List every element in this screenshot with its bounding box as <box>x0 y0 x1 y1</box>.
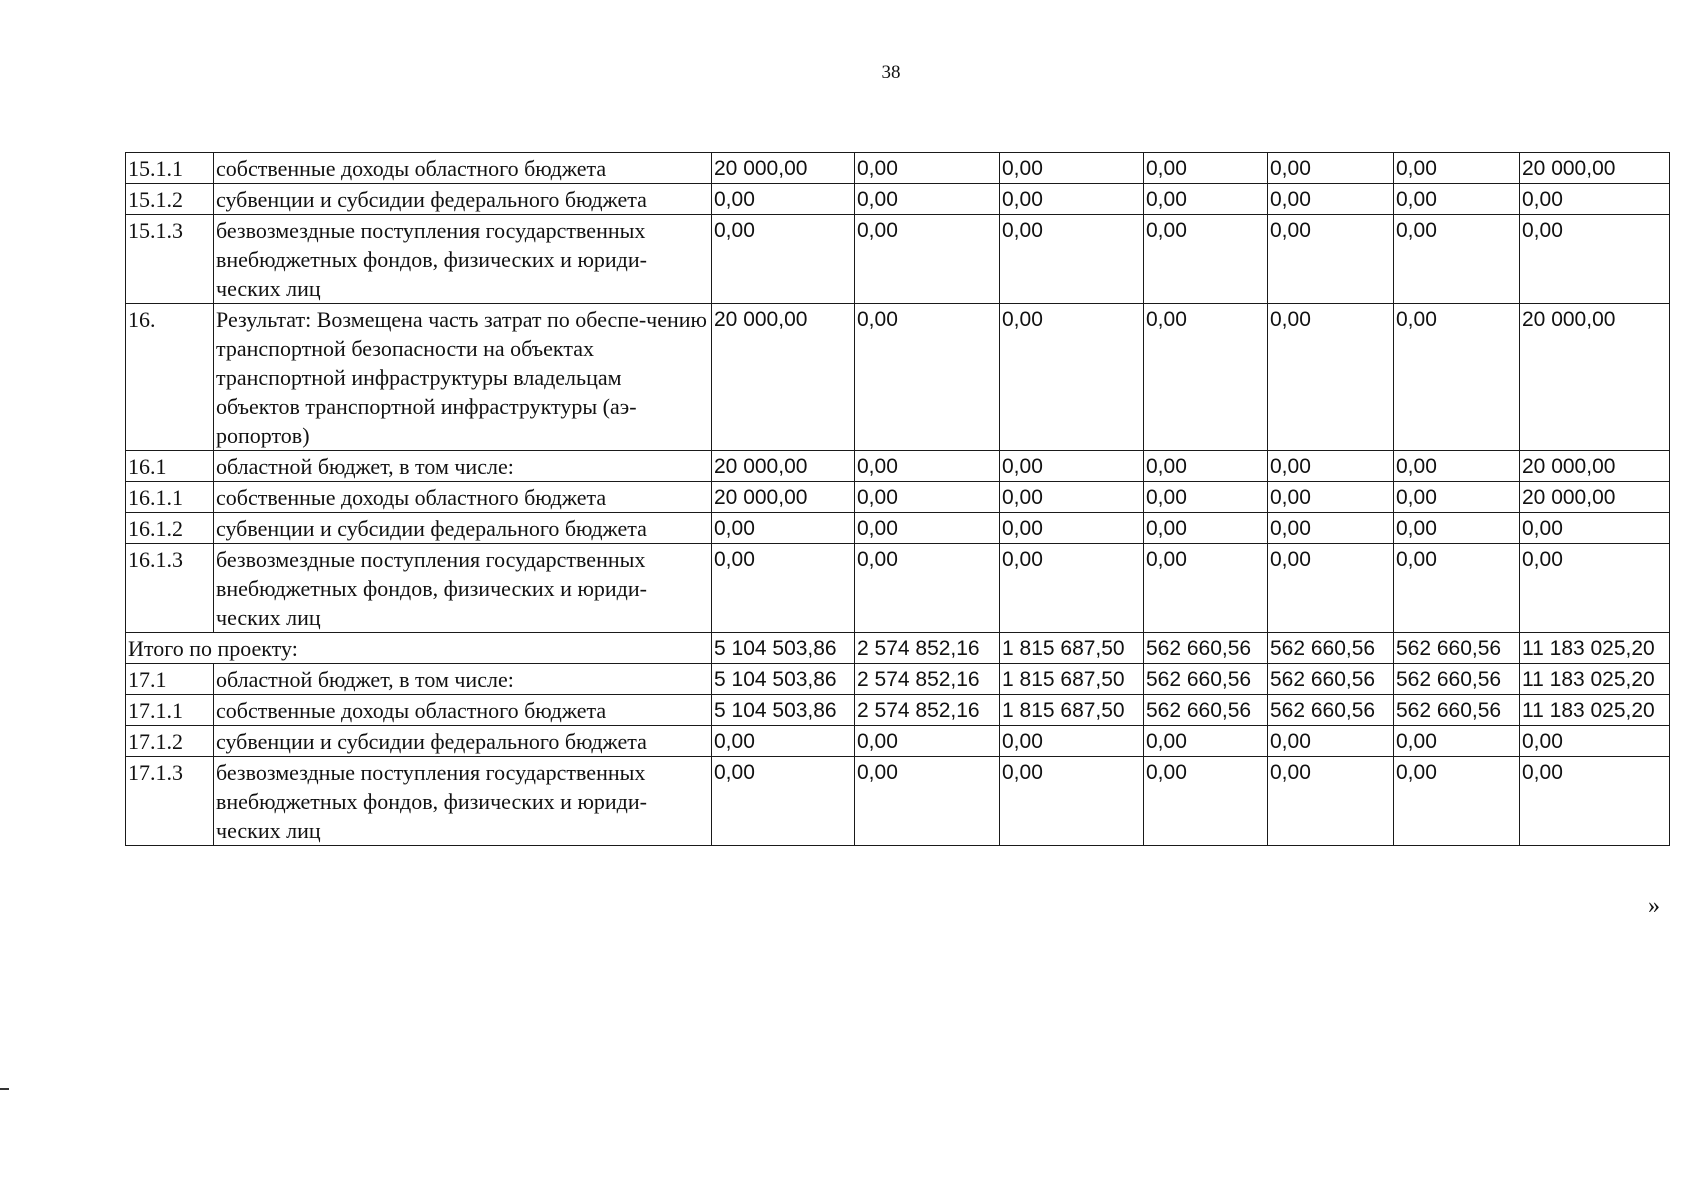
value-cell: 0,00 <box>1268 304 1394 451</box>
value-cell: 0,00 <box>1394 215 1520 304</box>
value-cell: 0,00 <box>1000 544 1144 633</box>
row-code-cell: 15.1.2 <box>126 184 214 215</box>
value-cell: 2 574 852,16 <box>855 633 1000 664</box>
row-description-cell: собственные доходы областного бюджета <box>214 153 712 184</box>
value-cell: 0,00 <box>1000 482 1144 513</box>
value-cell: 1 815 687,50 <box>1000 633 1144 664</box>
value-cell: 0,00 <box>1520 215 1670 304</box>
value-cell: 0,00 <box>855 726 1000 757</box>
row-code-cell: 17.1.1 <box>126 695 214 726</box>
value-cell: 5 104 503,86 <box>712 664 855 695</box>
value-cell: 0,00 <box>1520 544 1670 633</box>
value-cell: 1 815 687,50 <box>1000 664 1144 695</box>
value-cell: 0,00 <box>1520 184 1670 215</box>
row-code-cell: 17.1.2 <box>126 726 214 757</box>
row-code-cell: 15.1.1 <box>126 153 214 184</box>
value-cell: 0,00 <box>712 726 855 757</box>
value-cell: 0,00 <box>855 513 1000 544</box>
page-number: 38 <box>881 62 901 83</box>
value-cell: 0,00 <box>1520 726 1670 757</box>
value-cell: 11 183 025,20 <box>1520 664 1670 695</box>
value-cell: 0,00 <box>1268 482 1394 513</box>
table-row <box>126 633 1670 664</box>
table-row <box>126 544 1670 633</box>
row-description-cell: Результат: Возмещена часть затрат по обеспе-чению транспортной безопасности на объектах транспортной инфраструктуры владельцам объектов транспортной инфраструктуры (аэ-ропортов) <box>214 304 712 451</box>
row-code-cell: 17.1 <box>126 664 214 695</box>
value-cell: 0,00 <box>855 757 1000 846</box>
value-cell: 0,00 <box>1144 513 1268 544</box>
budget-table-body <box>126 153 1670 846</box>
value-cell: 562 660,56 <box>1268 664 1394 695</box>
value-cell: 0,00 <box>712 513 855 544</box>
value-cell: 0,00 <box>1520 757 1670 846</box>
value-cell: 0,00 <box>1394 513 1520 544</box>
value-cell: 0,00 <box>712 544 855 633</box>
value-cell: 562 660,56 <box>1394 633 1520 664</box>
value-cell: 562 660,56 <box>1144 695 1268 726</box>
row-description-cell: собственные доходы областного бюджета <box>214 482 712 513</box>
value-cell: 0,00 <box>1144 215 1268 304</box>
row-code-cell: 15.1.3 <box>126 215 214 304</box>
value-cell: 0,00 <box>1144 757 1268 846</box>
value-cell: 0,00 <box>1000 451 1144 482</box>
row-code-cell: 17.1.3 <box>126 757 214 846</box>
value-cell: 0,00 <box>1394 153 1520 184</box>
value-cell: 562 660,56 <box>1268 633 1394 664</box>
table-row <box>126 513 1670 544</box>
value-cell: 0,00 <box>1394 726 1520 757</box>
value-cell: 0,00 <box>1394 482 1520 513</box>
value-cell: 20 000,00 <box>712 451 855 482</box>
row-description-cell: субвенции и субсидии федерального бюджета <box>214 726 712 757</box>
value-cell: 0,00 <box>855 544 1000 633</box>
table-row <box>126 482 1670 513</box>
value-cell: 0,00 <box>712 757 855 846</box>
row-code-cell: 16.1.1 <box>126 482 214 513</box>
value-cell: 0,00 <box>1144 482 1268 513</box>
row-code-cell: 16. <box>126 304 214 451</box>
row-description-cell: областной бюджет, в том числе: <box>214 451 712 482</box>
table-row <box>126 184 1670 215</box>
value-cell: 0,00 <box>1000 513 1144 544</box>
table-row <box>126 215 1670 304</box>
row-description-cell: собственные доходы областного бюджета <box>214 695 712 726</box>
value-cell: 20 000,00 <box>712 153 855 184</box>
value-cell: 0,00 <box>1000 304 1144 451</box>
value-cell: 0,00 <box>855 304 1000 451</box>
value-cell: 0,00 <box>1000 726 1144 757</box>
value-cell: 20 000,00 <box>1520 451 1670 482</box>
value-cell: 562 660,56 <box>1144 664 1268 695</box>
value-cell: 0,00 <box>1394 451 1520 482</box>
closing-quote: » <box>1648 893 1660 919</box>
value-cell: 5 104 503,86 <box>712 695 855 726</box>
value-cell: 2 574 852,16 <box>855 695 1000 726</box>
value-cell: 0,00 <box>712 184 855 215</box>
table-row <box>126 153 1670 184</box>
value-cell: 0,00 <box>1144 304 1268 451</box>
value-cell: 20 000,00 <box>1520 153 1670 184</box>
value-cell: 562 660,56 <box>1144 633 1268 664</box>
value-cell: 0,00 <box>1268 215 1394 304</box>
value-cell: 0,00 <box>1394 304 1520 451</box>
value-cell: 0,00 <box>1144 153 1268 184</box>
row-description-cell: безвозмездные поступления государственных внебюджетных фондов, физических и юриди-ческих лиц <box>214 757 712 846</box>
value-cell: 0,00 <box>1268 726 1394 757</box>
value-cell: 0,00 <box>1144 544 1268 633</box>
value-cell: 20 000,00 <box>712 304 855 451</box>
edge-mark <box>0 1088 9 1090</box>
table-row <box>126 695 1670 726</box>
value-cell: 0,00 <box>1144 726 1268 757</box>
value-cell: 562 660,56 <box>1268 695 1394 726</box>
value-cell: 0,00 <box>855 153 1000 184</box>
value-cell: 0,00 <box>1268 757 1394 846</box>
table-row <box>126 757 1670 846</box>
table-row <box>126 726 1670 757</box>
table-row <box>126 451 1670 482</box>
value-cell: 0,00 <box>1394 757 1520 846</box>
value-cell: 0,00 <box>1000 153 1144 184</box>
budget-table <box>125 152 1670 846</box>
value-cell: 0,00 <box>855 215 1000 304</box>
value-cell: 0,00 <box>1268 451 1394 482</box>
value-cell: 0,00 <box>1268 153 1394 184</box>
value-cell: 0,00 <box>1144 451 1268 482</box>
value-cell: 0,00 <box>855 184 1000 215</box>
value-cell: 20 000,00 <box>1520 482 1670 513</box>
value-cell: 0,00 <box>1394 544 1520 633</box>
value-cell: 0,00 <box>1394 184 1520 215</box>
row-code-cell: 16.1 <box>126 451 214 482</box>
table-row <box>126 664 1670 695</box>
value-cell: 0,00 <box>1000 215 1144 304</box>
row-description-cell: субвенции и субсидии федерального бюджета <box>214 513 712 544</box>
row-description-cell: безвозмездные поступления государственных внебюджетных фондов, физических и юриди-ческих лиц <box>214 215 712 304</box>
value-cell: 20 000,00 <box>1520 304 1670 451</box>
row-code-cell: 16.1.3 <box>126 544 214 633</box>
value-cell: 0,00 <box>1268 184 1394 215</box>
value-cell: 0,00 <box>855 451 1000 482</box>
total-label-cell: Итого по проекту: <box>126 633 712 664</box>
value-cell: 11 183 025,20 <box>1520 695 1670 726</box>
value-cell: 11 183 025,20 <box>1520 633 1670 664</box>
value-cell: 20 000,00 <box>712 482 855 513</box>
row-description-cell: безвозмездные поступления государственных внебюджетных фондов, физических и юриди-ческих лиц <box>214 544 712 633</box>
value-cell: 562 660,56 <box>1394 695 1520 726</box>
value-cell: 0,00 <box>1268 544 1394 633</box>
row-description-cell: областной бюджет, в том числе: <box>214 664 712 695</box>
value-cell: 2 574 852,16 <box>855 664 1000 695</box>
value-cell: 0,00 <box>1000 757 1144 846</box>
table-row <box>126 304 1670 451</box>
row-code-cell: 16.1.2 <box>126 513 214 544</box>
value-cell: 0,00 <box>1000 184 1144 215</box>
value-cell: 0,00 <box>1520 513 1670 544</box>
row-description-cell: субвенции и субсидии федерального бюджета <box>214 184 712 215</box>
value-cell: 0,00 <box>712 215 855 304</box>
value-cell: 0,00 <box>1144 184 1268 215</box>
value-cell: 0,00 <box>1268 513 1394 544</box>
value-cell: 5 104 503,86 <box>712 633 855 664</box>
value-cell: 562 660,56 <box>1394 664 1520 695</box>
value-cell: 0,00 <box>855 482 1000 513</box>
value-cell: 1 815 687,50 <box>1000 695 1144 726</box>
